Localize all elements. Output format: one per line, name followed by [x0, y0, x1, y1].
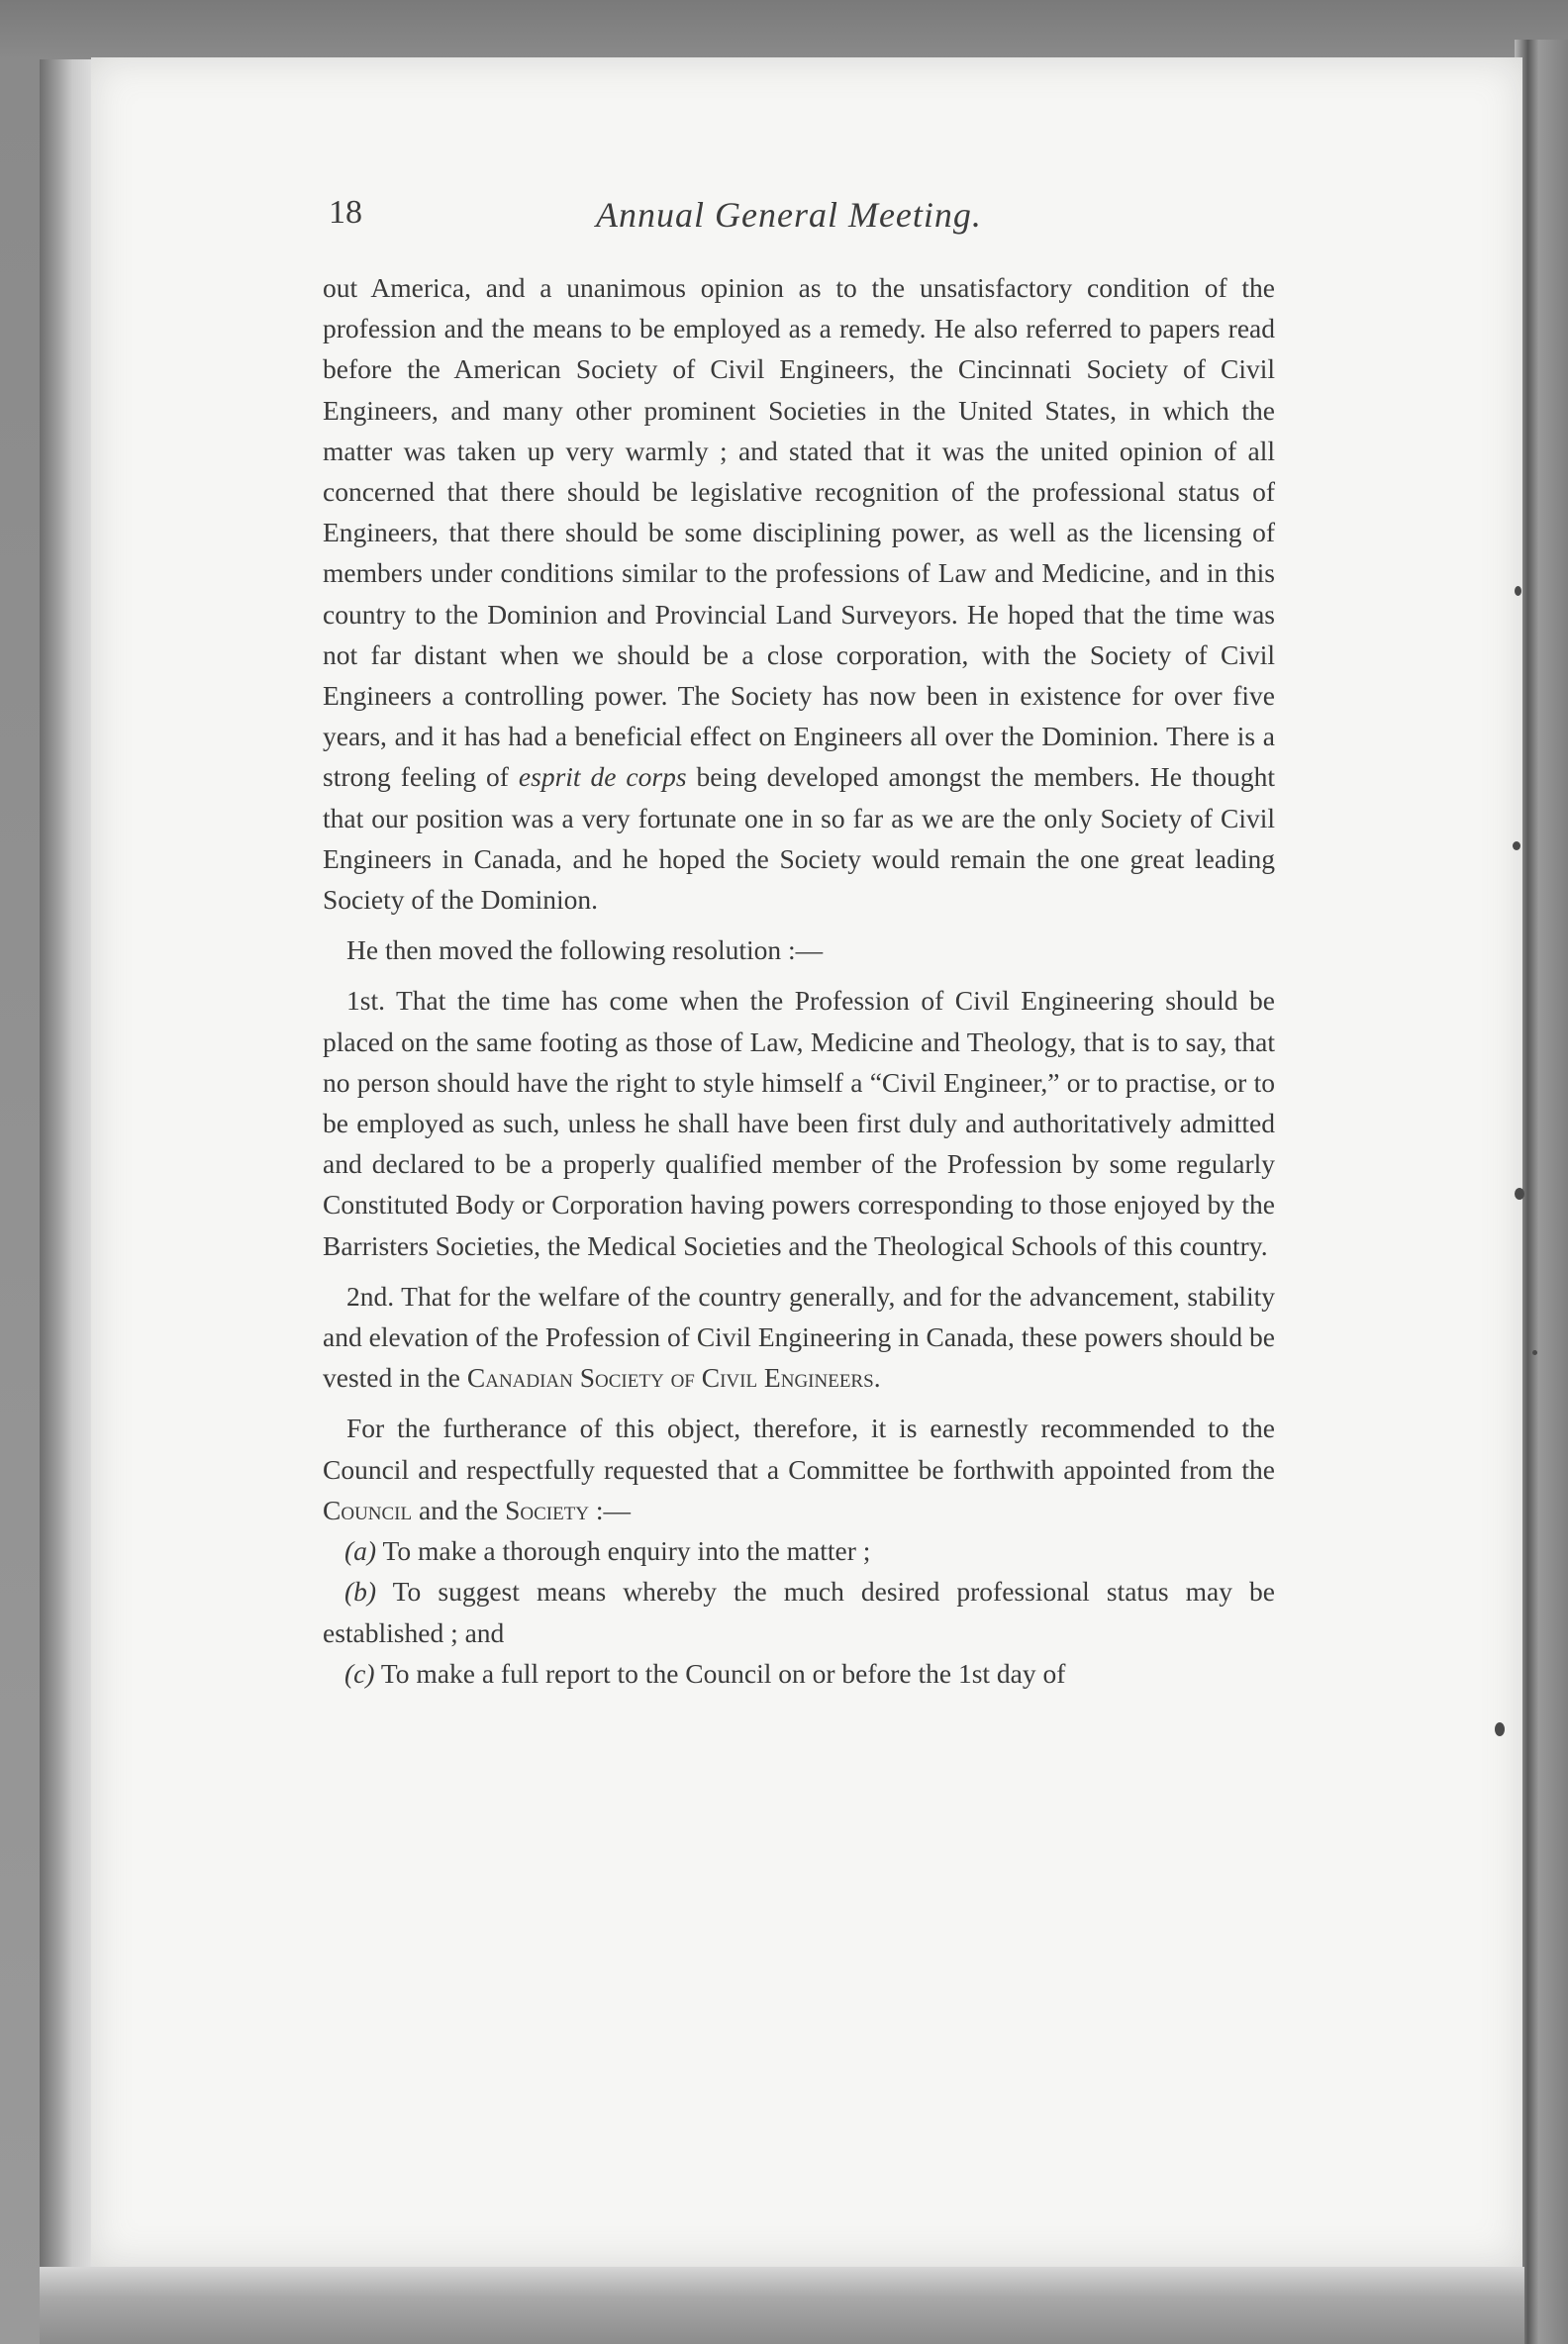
council-term: Council — [323, 1494, 413, 1525]
page-body — [323, 267, 1275, 1694]
paragraph-text: . — [873, 1362, 881, 1394]
paragraph-text: and the — [412, 1494, 506, 1525]
ink-speck — [1513, 841, 1520, 850]
paragraph-text: For the furtherance of this object, therefore, it is earnestly recommended to the Council and respectfully requested that a Committee be forthwith appointed from the — [323, 1413, 1275, 1485]
ink-speck — [1515, 586, 1521, 596]
paragraph-resolution-intro: He then moved the following resolution :— — [346, 934, 824, 966]
paragraph-text: out America, and a unanimous opinion as to the unsatisfactory condition of the profession and the means to be employed as a remedy. He also referred to papers read before the American Society of Civil Engineers, the Cincinnati Society of Civil Engineers, and many other prominent Societies in the United States, in which the matter was taken up very warmly ; and stated that it was the united opinion of all concerned that there should be legislative recognition of the professional status of Engineers, that there should be some disciplining power, as well as the licensing of members under conditions similar to the professions of Law and Medicine, and in this country to the Dominion and Provincial Land Surveyors. He hoped that the time was not far distant when we should be a close corporation, with the Society of Civil Engineers a controlling power. The Society has now been in existence for over five years, and it has had a beneficial effect on Engineers all over the Dominion. There is a strong feeling of — [323, 272, 1275, 793]
ink-speck — [1532, 1350, 1537, 1355]
book-spine-edge — [40, 59, 99, 2267]
item-label: (c) — [344, 1657, 375, 1689]
paragraph-text: being developed amongst the members. He thought that our position was a very fortunate one in so far as we are the only Society of Civil Engineers in Canada, and he hoped the Society would remain the one great leading Society of the Dominion. — [323, 761, 1275, 916]
paragraph-text: 2nd. That for the welfare of the country generally, and for the advancement, stability and elevation of the Profession of Civil Engineering in Canada, these powers should be vested in the — [323, 1280, 1275, 1394]
book-bottom-edge — [40, 2267, 1524, 2344]
paragraph-text: :— — [589, 1494, 632, 1525]
italic-phrase: esprit de corps — [518, 761, 687, 793]
item-label: (b) — [344, 1576, 377, 1608]
ink-speck — [1495, 1722, 1505, 1736]
paragraph-committee — [323, 1408, 1275, 1530]
item-text: To make a thorough enquiry into the matter ; — [382, 1535, 871, 1567]
list-item — [323, 1653, 1275, 1694]
paragraph-continuation — [323, 267, 1275, 920]
paragraph-second-resolution — [323, 1276, 1275, 1399]
item-label: (a) — [344, 1535, 377, 1567]
society-name: Canadian Society of Civil Engineers — [466, 1362, 874, 1394]
paragraph-first-resolution: 1st. That the time has come when the Profession of Civil Engineering should be placed on the same footing as those of Law, Medicine and Theology, that is to say, that no person should have the right to style himself a “Civil Engineer,” or to practise, or to be employed as such, unless he shall have been first duly and authoritatively admitted and declared to be a properly qualified member of the Profession by some regularly Constituted Body or Corporation having powers corresponding to those enjoyed by the Barristers Societies, the Medical Societies and the Theological Schools of this country. — [323, 985, 1275, 1261]
page-header — [329, 194, 1279, 253]
running-title: Annual General Meeting. — [596, 195, 982, 235]
list-item — [323, 1571, 1275, 1652]
item-text: To suggest means whereby the much desired professional status may be established ; and — [323, 1576, 1275, 1648]
society-term: Society — [505, 1494, 590, 1525]
page-number: 18 — [329, 194, 362, 231]
ink-speck — [1515, 1188, 1524, 1200]
list-item — [323, 1530, 1275, 1571]
item-text: To make a full report to the Council on or before the 1st day of — [380, 1657, 1066, 1689]
